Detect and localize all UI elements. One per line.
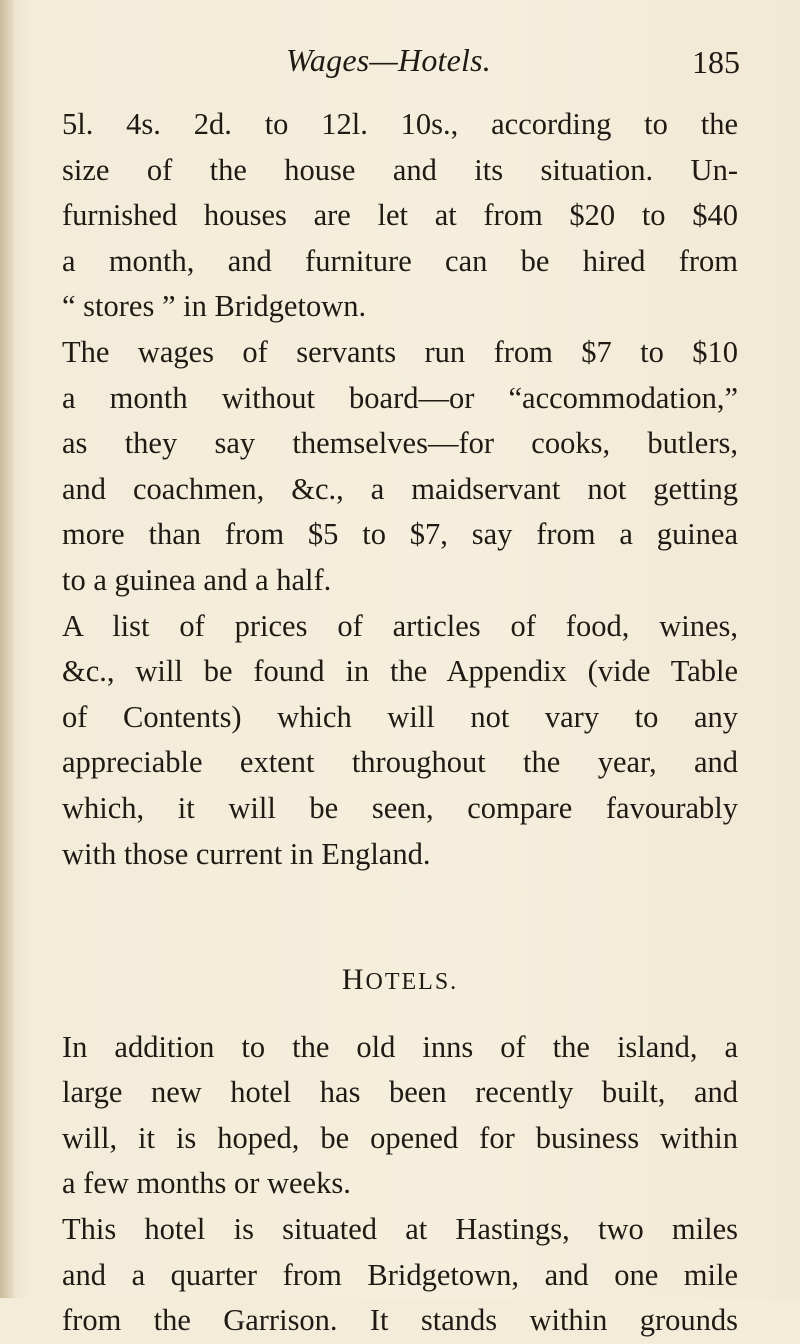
text-line: more than from $5 to $7, say from a guinea <box>62 517 738 552</box>
text-line: appreciable extent throughout the year, and <box>62 745 738 780</box>
text-line: will, it is hoped, be opened for business within <box>62 1120 738 1155</box>
text-line: In addition to the old inns of the island, a <box>62 1029 738 1064</box>
paragraph-hotel-location <box>62 1207 738 1344</box>
text-line: and a quarter from Bridgetown, and one mile <box>62 1257 738 1292</box>
page-number: 185 <box>692 44 740 80</box>
text-line: to a guinea and a half. <box>62 562 332 597</box>
text-line: A list of prices of articles of food, wines, <box>62 608 738 643</box>
paragraph-rent <box>62 102 738 330</box>
heading-small-caps: OTELS. <box>365 969 459 996</box>
text-line: a month without board—or “accommodation,” <box>62 380 738 415</box>
text-line: and coachmen, &c., a maidservant not getting <box>62 471 738 506</box>
text-line: size of the house and its situation. Un- <box>62 152 738 187</box>
text-line: a few months or weeks. <box>62 1166 351 1201</box>
text-line: with those current in England. <box>62 836 431 871</box>
page-header <box>60 40 740 86</box>
text-line: &c., will be found in the Appendix (vide Table <box>62 654 738 689</box>
text-line: which, it will be seen, compare favourably <box>62 790 738 825</box>
section-heading-hotels <box>62 957 738 1003</box>
text-line: of Contents) which will not vary to any <box>62 699 738 734</box>
paragraph-new-hotel <box>62 1025 738 1207</box>
text-line: from the Garrison. It stands within grounds <box>62 1303 738 1338</box>
text-line: 5l. 4s. 2d. to 12l. 10s., according to the <box>62 107 738 141</box>
text-line: The wages of servants run from $7 to $10 <box>62 334 738 369</box>
text-line: a month, and furniture can be hired from <box>62 243 738 278</box>
text-line: large new hotel has been recently built, and <box>62 1075 738 1110</box>
heading-initial: H <box>341 963 366 997</box>
text-line: furnished houses are let at from $20 to $40 <box>62 198 738 233</box>
text-line: as they say themselves—for cooks, butlers, <box>62 426 738 461</box>
text-line: This hotel is situated at Hastings, two miles <box>62 1212 738 1247</box>
text-line: “ stores ” in Bridgetown. <box>62 289 367 324</box>
paragraph-prices <box>62 604 738 878</box>
page-body <box>62 102 738 1344</box>
running-title: Wages—Hotels. <box>286 42 491 78</box>
paragraph-wages <box>62 330 738 604</box>
page-gutter-edge <box>0 0 14 1298</box>
